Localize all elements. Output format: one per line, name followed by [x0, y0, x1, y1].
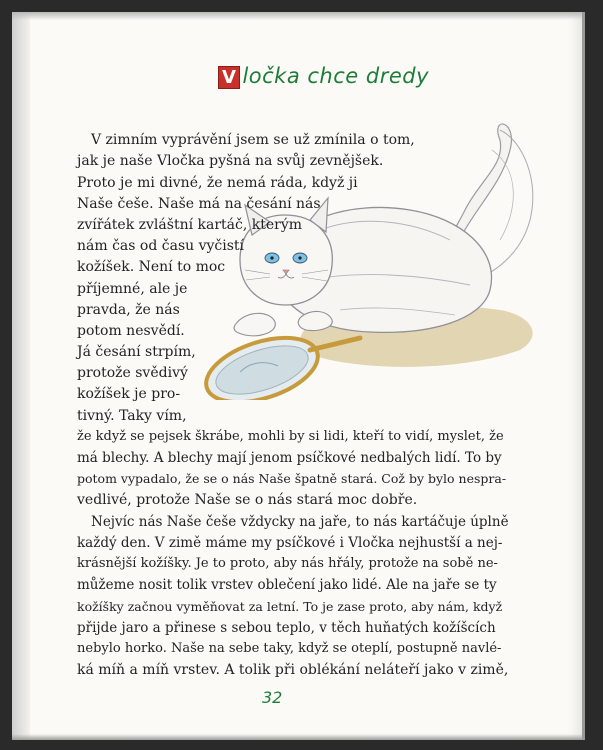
- page-number: 32: [262, 688, 283, 707]
- text-line: potom nesvědí.: [77, 323, 185, 339]
- text-line: kožíšky začnou vyměňovat za letní. To je zase proto, aby nám, když: [77, 599, 503, 614]
- text-line: že když se pejsek škrábe, mohli by si lidi, kteří to vidí, myslet, že: [77, 429, 504, 444]
- text-line: pravda, že nás: [77, 302, 180, 318]
- text-line: nebylo horko. Naše na sebe taky, když se oteplí, postupně navlé-: [77, 641, 502, 656]
- text-line: Proto je mi divné, že nemá ráda, když ji: [77, 175, 358, 191]
- text-line: přijde jaro a přinese s sebou teplo, v těch huňatých kožíšcích: [77, 620, 496, 636]
- text-line: má blechy. A blechy mají jenom psíčkové nedbalých lidí. To by: [77, 450, 502, 466]
- text-line: nám čas od času vyčistí: [77, 238, 245, 254]
- text-line: protože svědivý: [77, 365, 188, 381]
- text-line: příjemné, ale je: [77, 281, 188, 297]
- title-dropcap: V: [218, 66, 240, 89]
- page-top-shadow: [12, 12, 582, 20]
- text-line: krásnější kožíšky. Je to proto, aby nás hřály, protože na sobě ne-: [77, 556, 498, 571]
- text-line: Já česání strpím,: [77, 344, 196, 360]
- page-spine: [12, 12, 30, 740]
- text-line: můžeme nosit tolik vrstev oblečení jako lidé. Ale na jaře se ty: [77, 577, 497, 593]
- text-line: Nejvíc nás Naše češe vždycky na jaře, to nás kartáčuje úplně: [91, 514, 509, 530]
- page-bottom-edge: [12, 734, 582, 740]
- text-line: ká míň a míň vrstev. A tolik při oblékání neláteří jako v zimě,: [77, 662, 509, 678]
- text-line: zvířátek zvláštní kartáč, kterým: [77, 217, 303, 233]
- text-line: každý den. V zimě máme my psíčkové i Vločka nejhustší a nej-: [77, 535, 503, 551]
- text-line: potom vypadalo, že se o nás Naše špatně stará. Což by bylo nespra-: [77, 471, 507, 486]
- text-line: V zimním vyprávění jsem se už zmínila o tom,: [91, 132, 415, 148]
- text-line: kožíšek. Není to moc: [77, 259, 226, 275]
- text-line: jak je naše Vločka pyšná na svůj zevnějšek.: [77, 153, 384, 169]
- text-line: tivný. Taky vím,: [77, 408, 187, 424]
- text-line: kožíšek je pro-: [77, 386, 181, 402]
- chapter-title: [218, 64, 429, 89]
- text-line: Naše češe. Naše má na česání nás: [77, 196, 321, 212]
- title-text: ločka chce dredy: [242, 64, 430, 88]
- text-line: vedlivé, protože Naše se o nás stará moc dobře.: [77, 492, 418, 508]
